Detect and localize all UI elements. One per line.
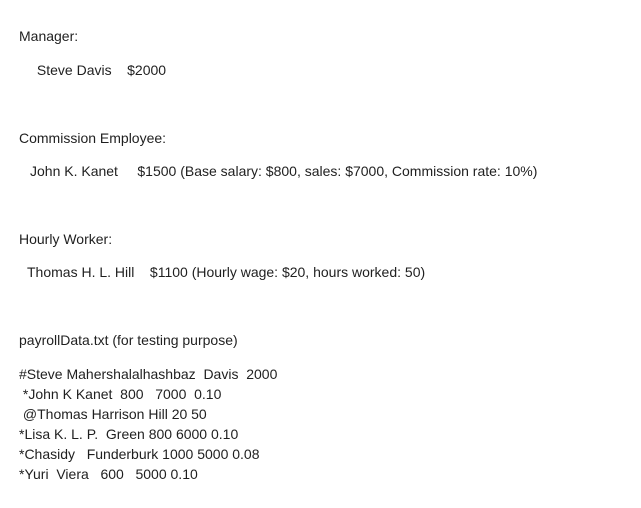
payroll-data-line: *Yuri Viera 600 5000 0.10 [19,466,198,482]
payroll-data-line: #Steve Mahershalalhashbaz Davis 2000 [19,366,278,382]
payroll-data-line: *Lisa K. L. P. Green 800 6000 0.10 [19,426,239,442]
hourly-worker-entry: Thomas H. L. Hill $1100 (Hourly wage: $20, hours worked: 50) [27,264,426,280]
manager-entry: Steve Davis $2000 [33,62,167,78]
commission-employee-entry: John K. Kanet $1500 (Base salary: $800, sales: $7000, Commission rate: 10%) [30,163,538,179]
payroll-data-line: *Chasidy Funderburk 1000 5000 0.08 [19,446,260,462]
payroll-data-line: @Thomas Harrison Hill 20 50 [19,406,207,422]
hourly-worker-heading: Hourly Worker: [19,231,113,247]
manager-heading: Manager: [19,28,79,44]
payroll-data-heading: payrollData.txt (for testing purpose) [19,332,238,348]
payroll-data-line: *John K Kanet 800 7000 0.10 [19,386,222,402]
commission-employee-heading: Commission Employee: [19,130,167,146]
